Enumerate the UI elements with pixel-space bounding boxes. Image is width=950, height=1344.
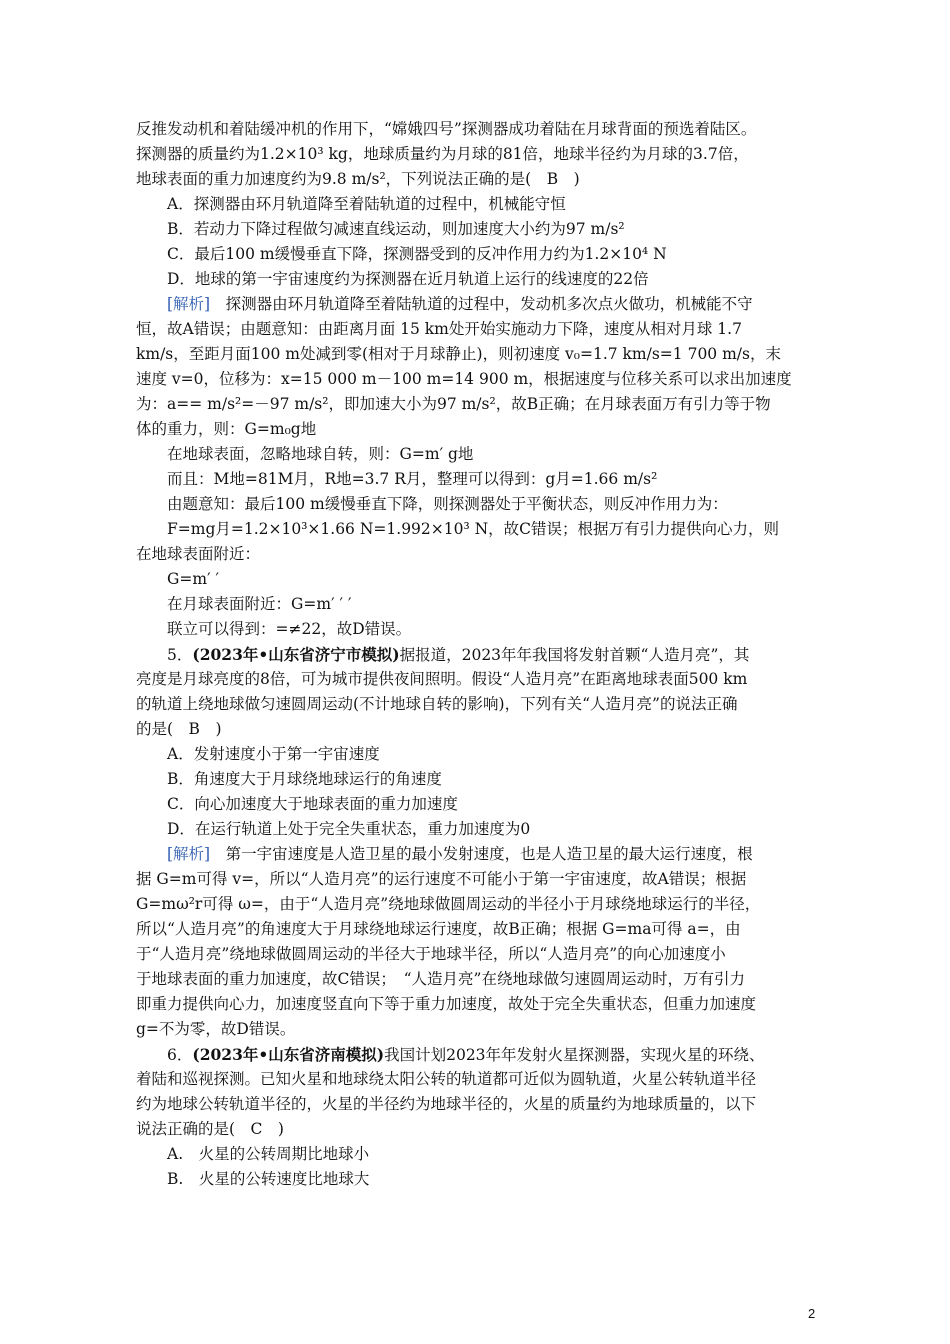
text-line: 在地球表面附近： bbox=[136, 545, 261, 563]
q4-option-d: D．地球的第一宇宙速度约为探测器在近月轨道上运行的线速度的22倍 bbox=[167, 270, 649, 288]
question-text: 据报道，2023年年我国将发射首颗“人造月亮”，其 bbox=[399, 646, 750, 664]
question-number: 6． bbox=[167, 1046, 193, 1064]
text-line: 联立可以得到：=≠22，故D错误。 bbox=[167, 620, 412, 638]
text-line: G=mω²r可得 ω=，由于“人造月亮”绕地球做圆周运动的半径小于月球绕地球运行的半径， bbox=[136, 895, 761, 913]
q5-option-a: A．发射速度小于第一宇宙速度 bbox=[167, 745, 380, 763]
analysis-tag: [解析] bbox=[167, 295, 211, 313]
text-line: 体的重力，则：G=m₀g地 bbox=[136, 420, 317, 438]
text-line: 说法正确的是( C ) bbox=[136, 1120, 284, 1138]
analysis-text: 探测器由环月轨道降至着陆轨道的过程中，发动机多次点火做功，机械能不守 bbox=[225, 295, 753, 313]
text-line: F=mg月=1.2×10³×1.66 N=1.992×10³ N，故C错误；根据万有引力提供向心力，则 bbox=[167, 520, 780, 538]
question-source: (2023年•山东省济宁市模拟) bbox=[192, 645, 400, 664]
text-line: 速度 v=0，位移为：x=15 000 m－100 m=14 900 m，根据速度与位移关系可以求出加速度 bbox=[136, 370, 792, 388]
document-body bbox=[136, 117, 826, 1192]
question-text: 我国计划2023年年发射火星探测器，实现火星的环绕、 bbox=[384, 1046, 765, 1064]
text-line: 所以“人造月亮”的角速度大于月球绕地球运行速度，故B正确；根据 G=ma可得 a=，由 bbox=[136, 920, 741, 938]
text-line: G=m′ ′ bbox=[167, 570, 220, 588]
text-line: 恒，故A错误；由题意知：由距离月面 15 km处开始实施动力下降，速度从相对月球 1.7 bbox=[136, 320, 742, 338]
q4-analysis-start bbox=[136, 292, 826, 317]
q6-option-b: B. 火星的公转速度比地球大 bbox=[167, 1170, 370, 1188]
text-line: 约为地球公转轨道半径的，火星的半径约为地球半径的，火星的质量约为地球质量的，以下 bbox=[136, 1095, 757, 1113]
text-line: km/s，至距月面100 m处减到零(相对于月球静止)，则初速度 v₀=1.7 km/s=1 700 m/s，末 bbox=[136, 345, 781, 363]
question-number: 5． bbox=[167, 646, 193, 664]
analysis-text: 第一宇宙速度是人造卫星的最小发射速度，也是人造卫星的最大运行速度，根 bbox=[225, 845, 753, 863]
q5-analysis-start bbox=[136, 842, 826, 867]
text-line: 而且：M地=81M月，R地=3.7 R月，整理可以得到：g月=1.66 m/s² bbox=[167, 470, 658, 488]
text-line: 的轨道上绕地球做匀速圆周运动(不计地球自转的影响)，下列有关“人造月亮”的说法正确 bbox=[136, 695, 738, 713]
q5-option-b: B．角速度大于月球绕地球运行的角速度 bbox=[167, 770, 442, 788]
q4-option-a: A．探测器由环月轨道降至着陆轨道的过程中，机械能守恒 bbox=[167, 195, 566, 213]
text-line: 于“人造月亮”绕地球做圆周运动的半径大于地球半径，所以“人造月亮”的向心加速度小 bbox=[136, 945, 726, 963]
q5-stem-start bbox=[136, 642, 826, 667]
question-source: (2023年•山东省济南模拟) bbox=[192, 1045, 385, 1064]
text-line: g=不为零，故D错误。 bbox=[136, 1020, 296, 1038]
q5-option-d: D．在运行轨道上处于完全失重状态，重力加速度为0 bbox=[167, 820, 531, 838]
text-line: 着陆和巡视探测。已知火星和地球绕太阳公转的轨道都可近似为圆轨道，火星公转轨道半径 bbox=[136, 1070, 757, 1088]
text-line: 探测器的质量约为1.2×10³ kg，地球质量约为月球的81倍，地球半径约为月球的3.7倍， bbox=[136, 145, 749, 163]
text-line: 亮度是月球亮度的8倍，可为城市提供夜间照明。假设“人造月亮”在距离地球表面500 km bbox=[136, 670, 748, 688]
q6-stem-start bbox=[136, 1042, 826, 1067]
text-line: 由题意知：最后100 m缓慢垂直下降，则探测器处于平衡状态，则反冲作用力为： bbox=[167, 495, 728, 513]
q6-option-a: A. 火星的公转周期比地球小 bbox=[167, 1145, 370, 1163]
text-line: 据 G=m可得 v=，所以“人造月亮”的运行速度不可能小于第一宇宙速度，故A错误；根据 bbox=[136, 870, 747, 888]
text-line: 的是( B ) bbox=[136, 720, 222, 738]
text-line: 在地球表面，忽略地球自转，则：G=m′ g地 bbox=[167, 445, 474, 463]
text-line: 在月球表面附近：G=m′ ′ ′ bbox=[167, 595, 352, 613]
q5-option-c: C．向心加速度大于地球表面的重力加速度 bbox=[167, 795, 458, 813]
analysis-tag: [解析] bbox=[167, 845, 211, 863]
text-line: 地球表面的重力加速度约为9.8 m/s²，下列说法正确的是( B ) bbox=[136, 170, 580, 188]
text-line: 为：a== m/s²=－97 m/s²，即加速大小为97 m/s²，故B正确；在月球表面万有引力等于物 bbox=[136, 395, 771, 413]
text-line: 于地球表面的重力加速度，故C错误； “人造月亮”在绕地球做匀速圆周运动时，万有引力 bbox=[136, 970, 745, 988]
text-line: 反推发动机和着陆缓冲机的作用下，“嫦娥四号”探测器成功着陆在月球背面的预选着陆区。 bbox=[136, 120, 757, 138]
page-number: 2 bbox=[808, 1306, 816, 1321]
q4-option-b: B．若动力下降过程做匀减速直线运动，则加速度大小约为97 m/s² bbox=[167, 220, 625, 238]
text-line: 即重力提供向心力，加速度竖直向下等于重力加速度，故处于完全失重状态，但重力加速度 bbox=[136, 995, 757, 1013]
q4-option-c: C．最后100 m缓慢垂直下降，探测器受到的反冲作用力约为1.2×10⁴ N bbox=[167, 245, 667, 263]
